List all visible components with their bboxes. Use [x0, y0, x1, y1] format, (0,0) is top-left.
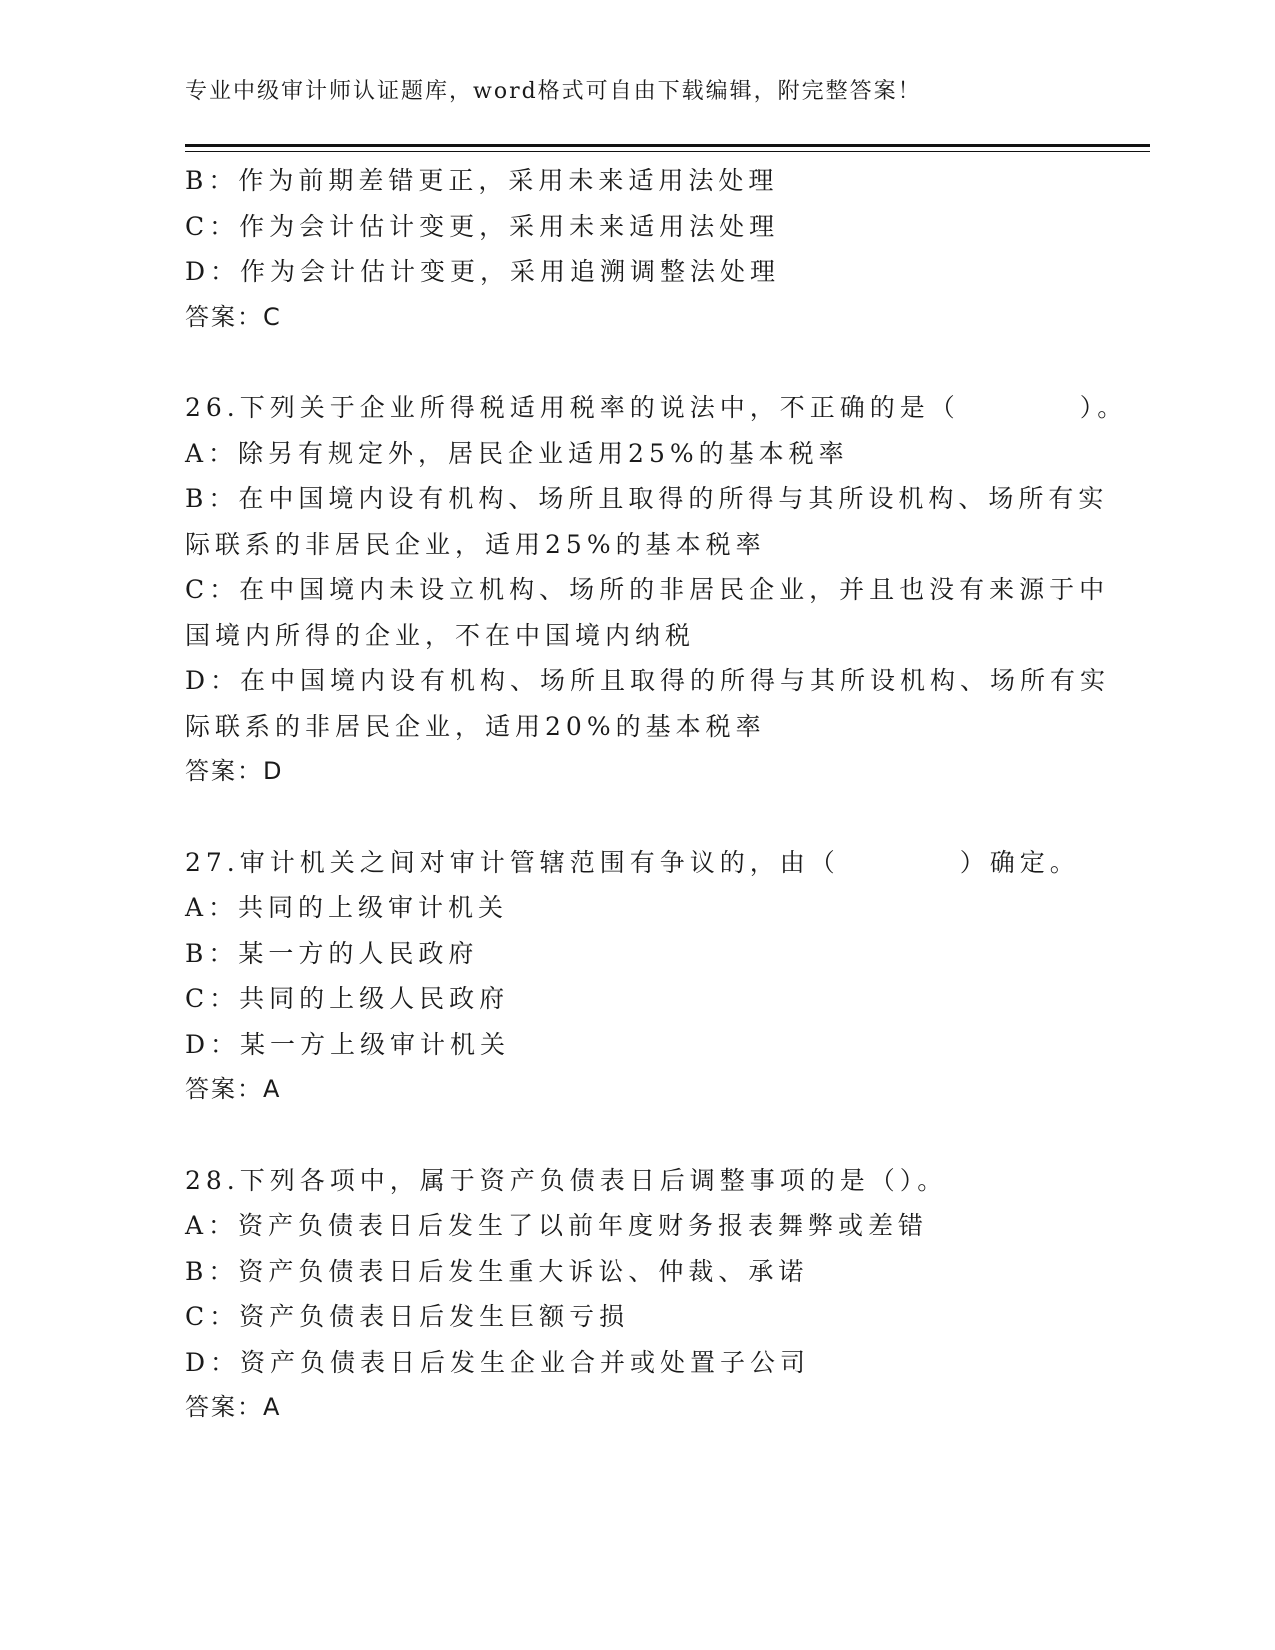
question-content — [185, 158, 1128, 1431]
question-stem: 28.下列各项中，属于资产负债表日后调整事项的是（）。 — [185, 1165, 948, 1195]
option-line: 际联系的非居民企业，适用25%的基本税率 — [185, 529, 766, 559]
header-rule-thin — [185, 151, 1150, 152]
option-line: A：共同的上级审计机关 — [185, 893, 509, 922]
option-line: D：资产负债表日后发生企业合并或处置子公司 — [185, 1347, 811, 1377]
option-line: D：在中国境内设有机构、场所且取得的所得与其所设机构、场所有实 — [185, 666, 1111, 695]
option-line: D：某一方上级审计机关 — [185, 1029, 511, 1059]
question-25-tail — [185, 158, 1085, 340]
spacer — [185, 1113, 1085, 1158]
spacer — [185, 340, 1085, 385]
option-line: C：作为会计估计变更，采用未来适用法处理 — [185, 211, 780, 241]
spacer — [185, 795, 1085, 840]
option-line: A：资产负债表日后发生了以前年度财务报表舞弊或差错 — [185, 1211, 929, 1240]
answer-line: 答案：C — [185, 302, 282, 331]
answer-line: 答案：D — [185, 757, 284, 785]
option-line: B：作为前期差错更正，采用未来适用法处理 — [185, 166, 779, 195]
option-line: C：共同的上级人民政府 — [185, 984, 510, 1013]
option-line: B：在中国境内设有机构、场所且取得的所得与其所设机构、场所有实 — [185, 484, 1109, 513]
option-line: A：除另有规定外，居民企业适用25%的基本税率 — [185, 438, 849, 468]
question-28 — [185, 1158, 1085, 1431]
option-line: B：资产负债表日后发生重大诉讼、仲裁、承诺 — [185, 1256, 809, 1286]
answer-line: 答案：A — [185, 1393, 282, 1421]
question-stem: 26.下列关于企业所得税适用税率的说法中，不正确的是（ ）。 — [185, 393, 1128, 422]
question-26 — [185, 385, 1128, 795]
option-line: 际联系的非居民企业，适用20%的基本税率 — [185, 711, 766, 741]
option-line: B：某一方的人民政府 — [185, 938, 479, 968]
page-header: 专业中级审计师认证题库，word格式可自由下载编辑，附完整答案！ — [185, 79, 922, 104]
header-rule-thick — [185, 144, 1150, 147]
question-stem: 27.审计机关之间对审计管辖范围有争议的，由（ ）确定。 — [185, 847, 1080, 877]
option-line: C：在中国境内未设立机构、场所的非居民企业，并且也没有来源于中 — [185, 575, 1110, 604]
option-line: D：作为会计估计变更，采用追溯调整法处理 — [185, 257, 781, 286]
option-line: C：资产负债表日后发生巨额亏损 — [185, 1302, 630, 1331]
answer-line: 答案：A — [185, 1075, 282, 1103]
option-line: 国境内所得的企业，不在中国境内纳税 — [185, 620, 696, 650]
question-27 — [185, 840, 1085, 1113]
